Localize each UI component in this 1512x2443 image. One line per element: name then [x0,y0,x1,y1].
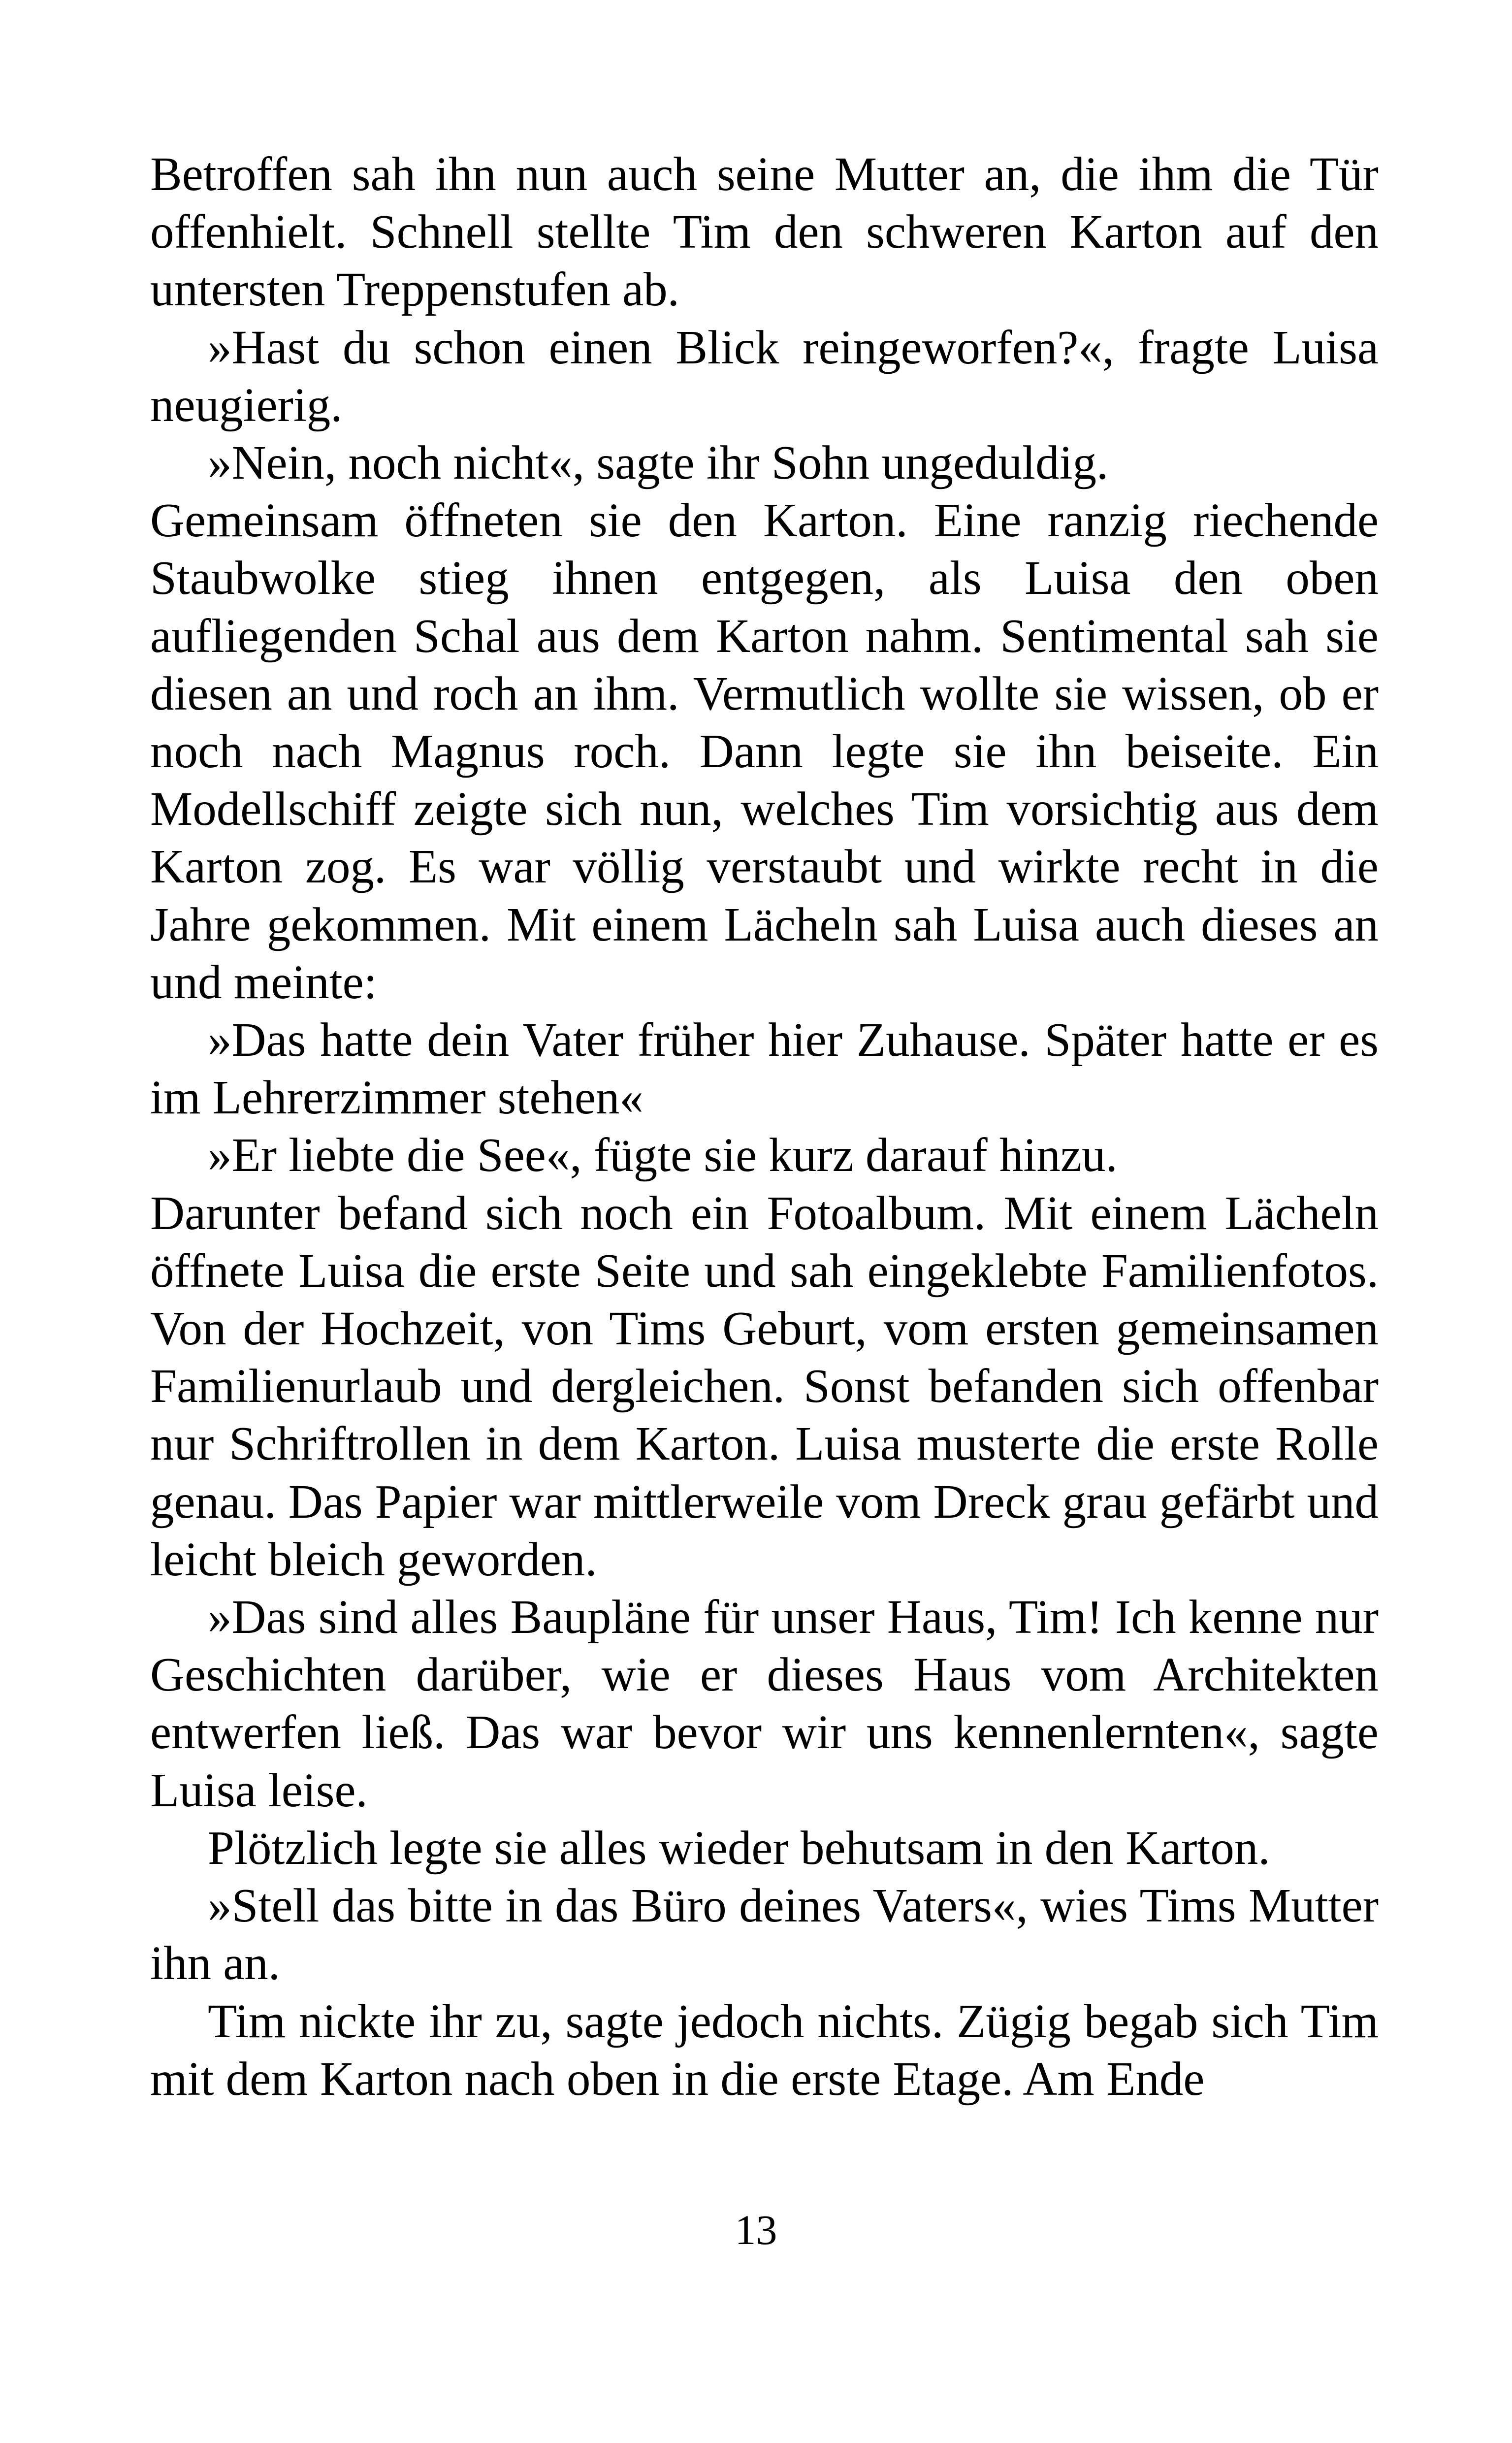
paragraph-11: Tim nickte ihr zu, sagte jedoch nichts. Zügig begab sich Tim mit dem Karton nach oben in die erste Etage. Am Ende [150,1994,1379,2105]
paragraph-10: »Stell das bitte in das Büro deines Vaters«, wies Tims Mutter ihn an. [150,1879,1379,1990]
page-number: 13 [735,2206,777,2253]
paragraph-6: »Er liebte die See«, fügte sie kurz darauf hinzu. [208,1129,1118,1182]
paragraph-4: Gemeinsam öffneten sie den Karton. Eine ranzig riechende Staubwolke stieg ihnen entgegen, als Luisa den oben aufliegenden Schal aus dem Karton nahm. Sentimental sah sie diesen an und roch an ihm. Vermutlich wollte sie wissen, ob er noch nach Magnus roch. Dann legte sie ihn beiseite. Ein Modellschiff zeigte sich nun, welches Tim vorsichtig aus dem Karton zog. Es war völlig verstaubt und wirkte recht in die Jahre gekommen. Mit einem Lächeln sah Luisa auch dieses an und meinte: [150,494,1379,1009]
paragraph-1: Betroffen sah ihn nun auch seine Mutter an, die ihm die Tür offenhielt. Schnell stellte Tim den schweren Karton auf den untersten Treppenstufen ab. [150,148,1379,316]
paragraph-8: »Das sind alles Baupläne für unser Haus, Tim! Ich kenne nur Geschichten darüber, wie er dieses Haus vom Architekten entwerfen ließ. Das war bevor wir uns kennenlernten«, sagte Luisa leise. [150,1591,1379,1817]
paragraph-2: »Hast du schon einen Blick reingeworfen?«, fragte Luisa neugierig. [150,321,1379,431]
page-body-text [150,145,1379,2108]
paragraph-9: Plötzlich legte sie alles wieder behutsam in den Karton. [208,1821,1270,1874]
paragraph-5: »Das hatte dein Vater früher hier Zuhause. Später hatte er es im Lehrerzimmer stehen« [150,1013,1379,1124]
paragraph-3: »Nein, noch nicht«, sagte ihr Sohn ungeduldig. [208,436,1109,489]
paragraph-7: Darunter befand sich noch ein Fotoalbum. Mit einem Lächeln öffnete Luisa die erste Seite und sah eingeklebte Familienfotos. Von der Hochzeit, von Tims Geburt, vom ersten gemeinsamen Familienurlaub und dergleichen. Sonst befanden sich offenbar nur Schriftrollen in dem Karton. Luisa musterte die erste Rolle genau. Das Papier war mittlerweile vom Dreck grau gefärbt und leicht bleich geworden. [150,1186,1379,1586]
